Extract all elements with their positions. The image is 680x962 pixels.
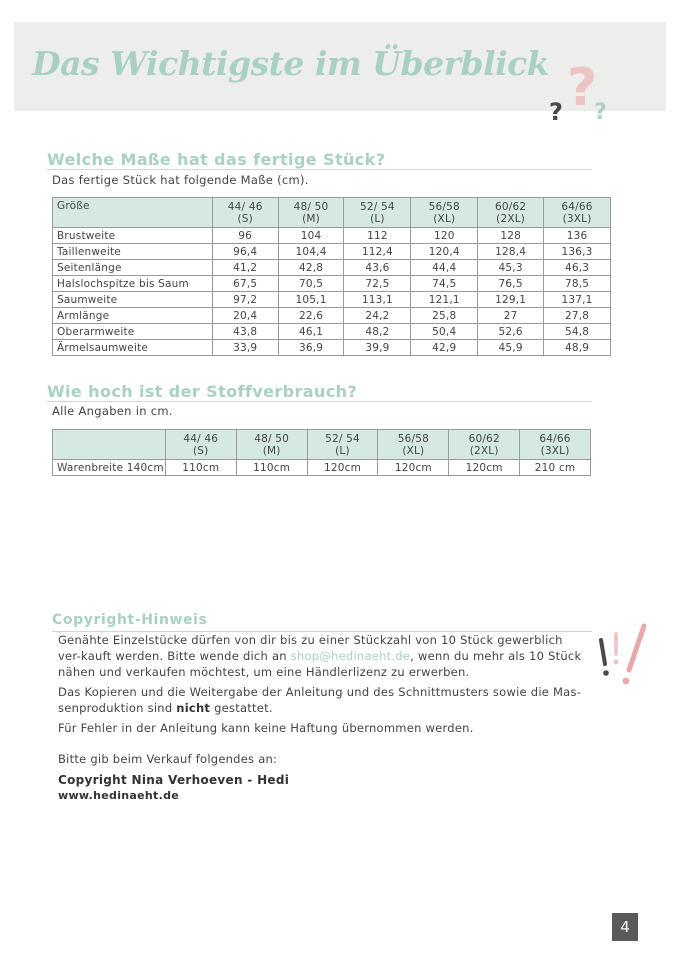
text: Das Kopieren und die Weitergabe der Anleitung und des Schnittmusters sowie die Mas-senproduktion sind	[58, 685, 582, 715]
table-cell: 120cm	[449, 460, 520, 476]
text: gestattet.	[210, 701, 273, 715]
size-label: (S)	[237, 212, 253, 225]
size-range: 48/ 50	[293, 200, 329, 213]
page-number: 4	[612, 913, 638, 941]
table-cell: 36,9	[278, 340, 344, 356]
table-cell: 44,4	[411, 260, 478, 276]
table-cell: 96,4	[212, 244, 278, 260]
table-cell: 121,1	[411, 292, 478, 308]
size-range: 52/ 54	[360, 200, 395, 213]
table-header-col	[449, 430, 520, 460]
size-range: 48/ 50	[254, 432, 290, 445]
size-label: (3XL)	[540, 444, 570, 457]
table-header-col	[236, 430, 307, 460]
exclamation-marks-icon	[594, 620, 654, 690]
size-label: (L)	[335, 444, 350, 457]
table-cell: 110cm	[165, 460, 236, 476]
table-cell: 96	[212, 228, 278, 244]
table-cell: 210 cm	[520, 460, 591, 476]
row-label: Warenbreite 140cm	[53, 460, 166, 476]
table-cell: 74,5	[411, 276, 478, 292]
size-label: (3XL)	[562, 212, 592, 225]
table-cell: 33,9	[212, 340, 278, 356]
table-cell: 20,4	[212, 308, 278, 324]
table-cell: 136	[544, 228, 611, 244]
table-row	[53, 260, 611, 276]
copyright-paragraph-3: Für Fehler in der Anleitung kann keine Haftung übernommen werden.	[58, 721, 474, 735]
section-title-fabric: Wie hoch ist der Stoffverbrauch?	[47, 382, 358, 401]
table-row	[53, 228, 611, 244]
copyright-name: Copyright Nina Verhoeven - Hedi	[58, 773, 290, 787]
table-cell: 41,2	[212, 260, 278, 276]
size-label: (M)	[302, 212, 320, 225]
table-cell: 70,5	[278, 276, 344, 292]
table-cell: 137,1	[544, 292, 611, 308]
table-header-col	[378, 430, 449, 460]
row-label: Halslochspitze bis Saum	[53, 276, 213, 292]
table-cell: 120cm	[378, 460, 449, 476]
copyright-paragraph-4: Bitte gib beim Verkauf folgendes an:	[58, 752, 278, 766]
table-cell: 25,8	[411, 308, 478, 324]
table-cell: 52,6	[478, 324, 544, 340]
row-label: Seitenlänge	[53, 260, 213, 276]
table-cell: 42,9	[411, 340, 478, 356]
row-label: Oberarmweite	[53, 324, 213, 340]
table-cell: 112,4	[344, 244, 411, 260]
table-cell: 76,5	[478, 276, 544, 292]
section-subtitle-fabric: Alle Angaben in cm.	[52, 404, 173, 418]
text: , wenn du mehr als 10 Stück nähen und verkaufen möchtest, um eine Händlerlizenz zu erwerben.	[58, 649, 582, 679]
size-label: (L)	[370, 212, 385, 225]
table-cell: 45,9	[478, 340, 544, 356]
table-cell: 136,3	[544, 244, 611, 260]
table-cell: 27,8	[544, 308, 611, 324]
size-range: 64/66	[539, 432, 571, 445]
size-range: 64/66	[561, 200, 593, 213]
size-label: (S)	[193, 444, 209, 457]
table-cell: 120cm	[307, 460, 378, 476]
table-cell: 48,9	[544, 340, 611, 356]
row-label: Saumweite	[53, 292, 213, 308]
table-cell: 39,9	[344, 340, 411, 356]
website-link[interactable]: www.hedinaeht.de	[58, 789, 180, 802]
table-cell: 54,8	[544, 324, 611, 340]
table-cell: 112	[344, 228, 411, 244]
table-row	[53, 324, 611, 340]
page-title: Das Wichtigste im Überblick	[32, 44, 550, 83]
table-cell: 46,3	[544, 260, 611, 276]
table-cell: 120,4	[411, 244, 478, 260]
table-cell: 120	[411, 228, 478, 244]
table-cell: 48,2	[344, 324, 411, 340]
table-header-col	[212, 198, 278, 228]
table-header-col	[344, 198, 411, 228]
table-cell: 128	[478, 228, 544, 244]
size-range: 56/58	[397, 432, 429, 445]
section-title-measurements: Welche Maße hat das fertige Stück?	[47, 150, 386, 169]
table-row	[53, 292, 611, 308]
text: Genähte Einzelstücke dürfen von dir bis zu einer Stückzahl von 10 Stück gewerblich ver-kauft werden. Bitte wende dich an	[58, 633, 563, 663]
table-cell: 27	[478, 308, 544, 324]
table-cell: 104,4	[278, 244, 344, 260]
size-range: 60/62	[468, 432, 500, 445]
section-divider	[47, 169, 592, 170]
table-header-col	[307, 430, 378, 460]
table-cell: 22,6	[278, 308, 344, 324]
emphasis: nicht	[176, 701, 211, 715]
table-cell: 105,1	[278, 292, 344, 308]
row-label: Armlänge	[53, 308, 213, 324]
table-cell: 113,1	[344, 292, 411, 308]
size-label: (2XL)	[496, 212, 526, 225]
size-range: 52/ 54	[325, 432, 360, 445]
table-header-col	[411, 198, 478, 228]
shop-email-link[interactable]: shop@hedinaeht.de	[290, 649, 411, 663]
size-label: (2XL)	[469, 444, 499, 457]
table-cell: 24,2	[344, 308, 411, 324]
row-label: Taillenweite	[53, 244, 213, 260]
size-label: (M)	[262, 444, 281, 457]
table-cell: 42,8	[278, 260, 344, 276]
row-label: Brustweite	[53, 228, 213, 244]
section-subtitle-measurements: Das fertige Stück hat folgende Maße (cm).	[52, 173, 309, 187]
table-header-empty	[53, 430, 166, 460]
table-header-col	[278, 198, 344, 228]
table-cell: 110cm	[236, 460, 307, 476]
table-row	[53, 244, 611, 260]
table-cell: 78,5	[544, 276, 611, 292]
size-range: 56/58	[428, 200, 460, 213]
copyright-title: Copyright-Hinweis	[52, 612, 208, 628]
table-header-col	[478, 198, 544, 228]
table-cell: 43,6	[344, 260, 411, 276]
copyright-paragraph-2	[58, 684, 588, 716]
table-header-col	[544, 198, 611, 228]
table-cell: 128,4	[478, 244, 544, 260]
table-cell: 72,5	[344, 276, 411, 292]
section-divider	[47, 401, 592, 402]
table-row	[53, 460, 591, 476]
size-range: 44/ 46	[183, 432, 219, 445]
row-label: Ärmelsaumweite	[53, 340, 213, 356]
size-range: 60/62	[495, 200, 527, 213]
table-cell: 45,3	[478, 260, 544, 276]
table-row	[53, 340, 611, 356]
table-cell: 129,1	[478, 292, 544, 308]
size-range: 44/ 46	[227, 200, 263, 213]
table-header-size: Größe	[53, 198, 213, 228]
size-label: (XL)	[402, 444, 425, 457]
table-cell: 97,2	[212, 292, 278, 308]
table-cell: 46,1	[278, 324, 344, 340]
fabric-table	[52, 429, 591, 476]
measurements-table	[52, 197, 611, 356]
copyright-paragraph-1	[58, 632, 588, 680]
table-cell: 67,5	[212, 276, 278, 292]
table-cell: 104	[278, 228, 344, 244]
table-header-col	[165, 430, 236, 460]
table-header-col	[520, 430, 591, 460]
table-row	[53, 308, 611, 324]
size-label: (XL)	[433, 212, 456, 225]
table-cell: 43,8	[212, 324, 278, 340]
table-cell: 50,4	[411, 324, 478, 340]
table-row	[53, 276, 611, 292]
